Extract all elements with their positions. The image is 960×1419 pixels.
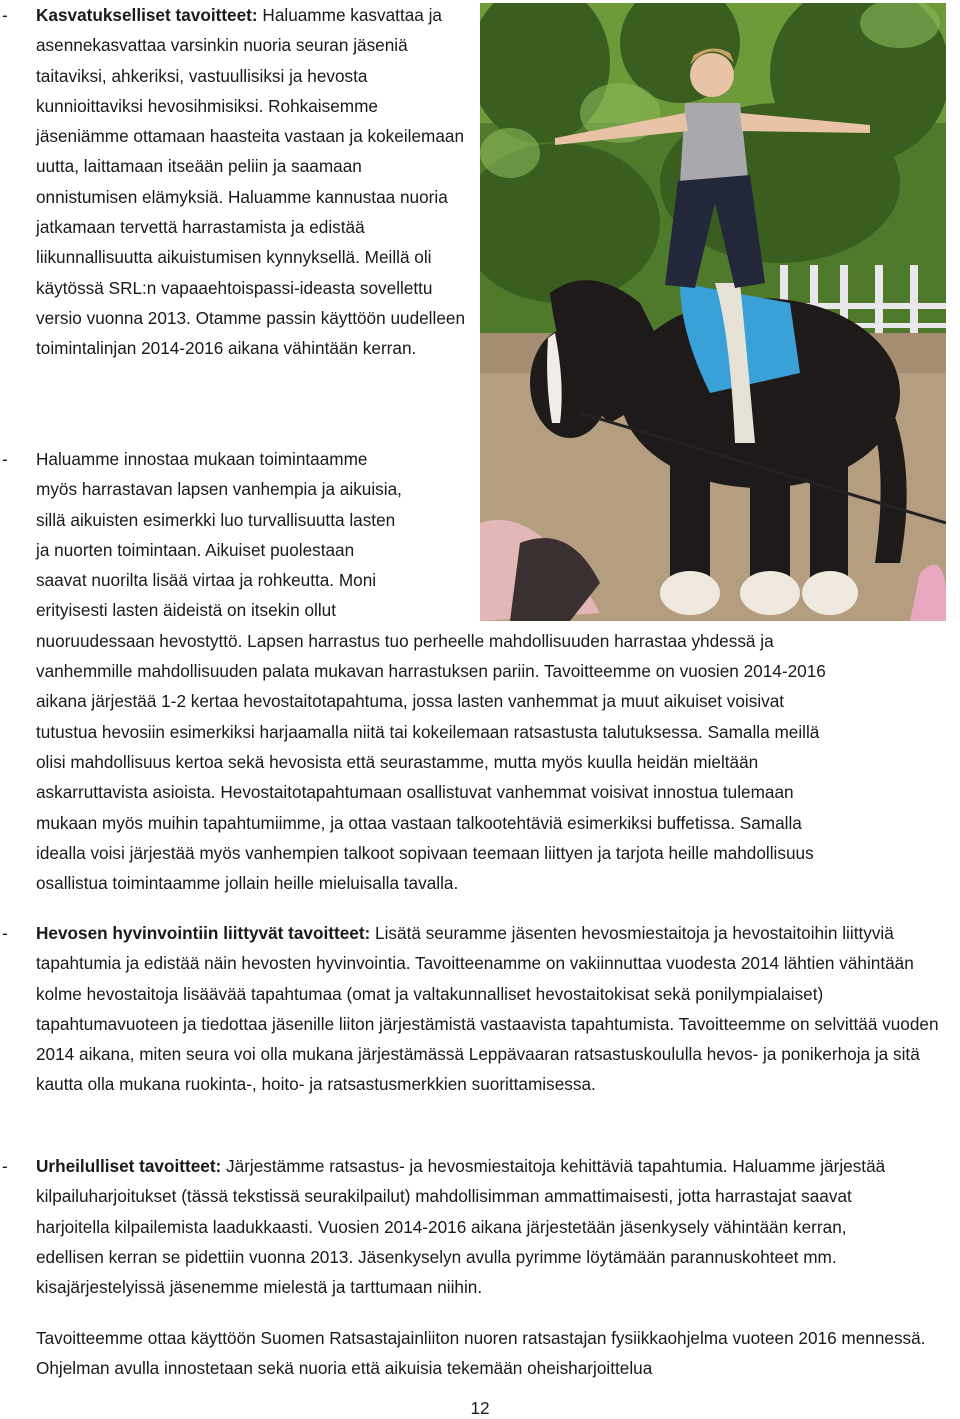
text-line: olisi mahdollisuus kertoa sekä hevosista että seurastamme, mutta myös kuulla heidän mieltään: [36, 751, 759, 772]
bullet-dash: -: [2, 1156, 8, 1176]
text-line: erityisesti lasten äideistä on itsekin ollut: [36, 600, 336, 621]
goal-heading: Kasvatukselliset tavoitteet:: [36, 5, 258, 25]
text-line: myös harrastavan lapsen vanhempia ja aikuisia,: [36, 479, 402, 500]
goal-text: [36, 0, 466, 364]
bullet-dash: -: [2, 923, 8, 943]
text-line: sillä aikuisten esimerkki luo turvallisuutta lasten: [36, 509, 396, 530]
goal-heading: Hevosen hyvinvointiin liittyvät tavoitteet:: [36, 923, 371, 943]
goal-text: [36, 918, 958, 1100]
goal-welfare: [0, 918, 960, 1100]
text-line: idealla voisi järjestää myös vanhempien talkoot sopivaan teemaan liittyen ja tarjota heille mahdollisuus: [36, 842, 814, 863]
goal-text: [36, 444, 960, 898]
goal-text: [36, 1151, 916, 1302]
text-line: vanhemmille mahdollisuuden palata mukavan harrastuksen pariin. Tavoitteemme on vuosien 2014-2016: [36, 661, 826, 682]
text-line: ja nuorten toimintaan. Aikuiset puolestaan: [36, 539, 355, 560]
goal-parents: [0, 444, 960, 898]
bullet-dash: -: [2, 449, 8, 469]
text-line: nuoruudessaan hevostyttö. Lapsen harrastus tuo perheelle mahdollisuuden harrastaa yhdessä ja: [36, 630, 774, 651]
goal-body: Järjestämme ratsastus- ja hevosmiestaitoja kehittäviä tapahtumia. Haluamme järjestää kilpailuharjoitukset (tässä tekstissä seurakilpailut) mahdollisimman ammattimaisesti, jotta harrastajat saavat harjoitella kilpailemista laadukkaasti. Vuosien 2014-2016 aikana järjestetään jäsenkysely vähintään kerran, edellisen kerran se pidettiin vuonna 2013. Jäsenkyselyn avulla pyrimme löytämään parannuskohteet mm. kisajärjestelyissä jäsenemme mielestä ja tarttumaan niihin.: [36, 1156, 886, 1298]
text-line: tutustua hevosiin esimerkiksi harjaamalla niitä tai kokeilemaan ratsastusta talutuksessa. Samalla meillä: [36, 721, 820, 742]
bullet-dash: -: [2, 5, 8, 25]
goal-sport: [0, 1151, 960, 1302]
goal-heading: Urheilulliset tavoitteet:: [36, 1156, 222, 1176]
text-line: Haluamme innostaa mukaan toimintaamme: [36, 449, 368, 469]
goal-body: Lisätä seuramme jäsenten hevosmiestaitoja ja hevostaitoihin liittyviä tapahtumia ja edistää näin hevosten hyvinvointia. Tavoitteenamme on vakiinnuttaa vuodesta 2014 lähtien vähintään kolme hevostaitoja lisäävää tapahtumaa (omat ja valtakunnalliset hevostaitokisat sekä ponilympialaiset) tapahtumavuoteen ja tiedottaa jäsenille liiton järjestämistä vastaavista tapahtumista. Tavoitteemme on selvittää vuoden 2014 aikana, miten seura voi olla mukana järjestämässä Leppävaaran ratsastuskoululla hevos- ja ponikerhoja ja sitä kautta olla mukana ruokinta-, hoito- ja ratsastusmerkkien suorittamisessa.: [36, 923, 939, 1095]
text-line: osallistua toimintaamme jollain heille mieluisalla tavalla.: [36, 873, 459, 894]
closing-paragraph: Tavoitteemme ottaa käyttöön Suomen Ratsastajainliiton nuoren ratsastajan fysiikkaohjelma vuoteen 2016 mennessä. Ohjelman avulla innostetaan sekä nuoria että aikuisia tekemään oheisharjoittelua: [36, 1328, 926, 1379]
text-line: aikana järjestää 1-2 kertaa hevostaitotapahtuma, jossa lasten vanhemmat ja muut aikuiset voisivat: [36, 691, 785, 712]
text-line: saavat nuorilta lisää virtaa ja rohkeutta. Moni: [36, 570, 377, 591]
text-line: mukaan myös muihin tapahtumiimme, ja ottaa vastaan talkootehtäviä esimerkiksi buffetissa. Samalla: [36, 812, 802, 833]
goal-educational: [0, 0, 960, 364]
text-line: askarruttavista asioista. Hevostaitotapahtumaan osallistuvat vanhemmat voisivat innostua tulemaan: [36, 782, 794, 803]
goal-body: Haluamme kasvattaa ja asennekasvattaa varsinkin nuoria seuran jäseniä taitaviksi, ahkeriksi, vastuullisiksi ja hevosta kunnioittaviksi hevosihmisiksi. Rohkaisemme jäseniämme ottamaan haasteita vastaan ja kokeilemaan uutta, laittamaan itseään peliin ja saamaan onnistumisen elämyksiä. Haluamme kannustaa nuoria jatkamaan tervettä harrastamista ja edistää liikunnallisuutta aikuistumisen kynnyksellä. Meillä oli käytössä SRL:n vapaaehtoispassi-ideasta sovellettu versio vuonna 2013. Otamme passin käyttöön uudelleen toimintalinjan 2014-2016 aikana vähintään kerran.: [36, 5, 465, 359]
page-number: 12: [470, 1398, 490, 1418]
